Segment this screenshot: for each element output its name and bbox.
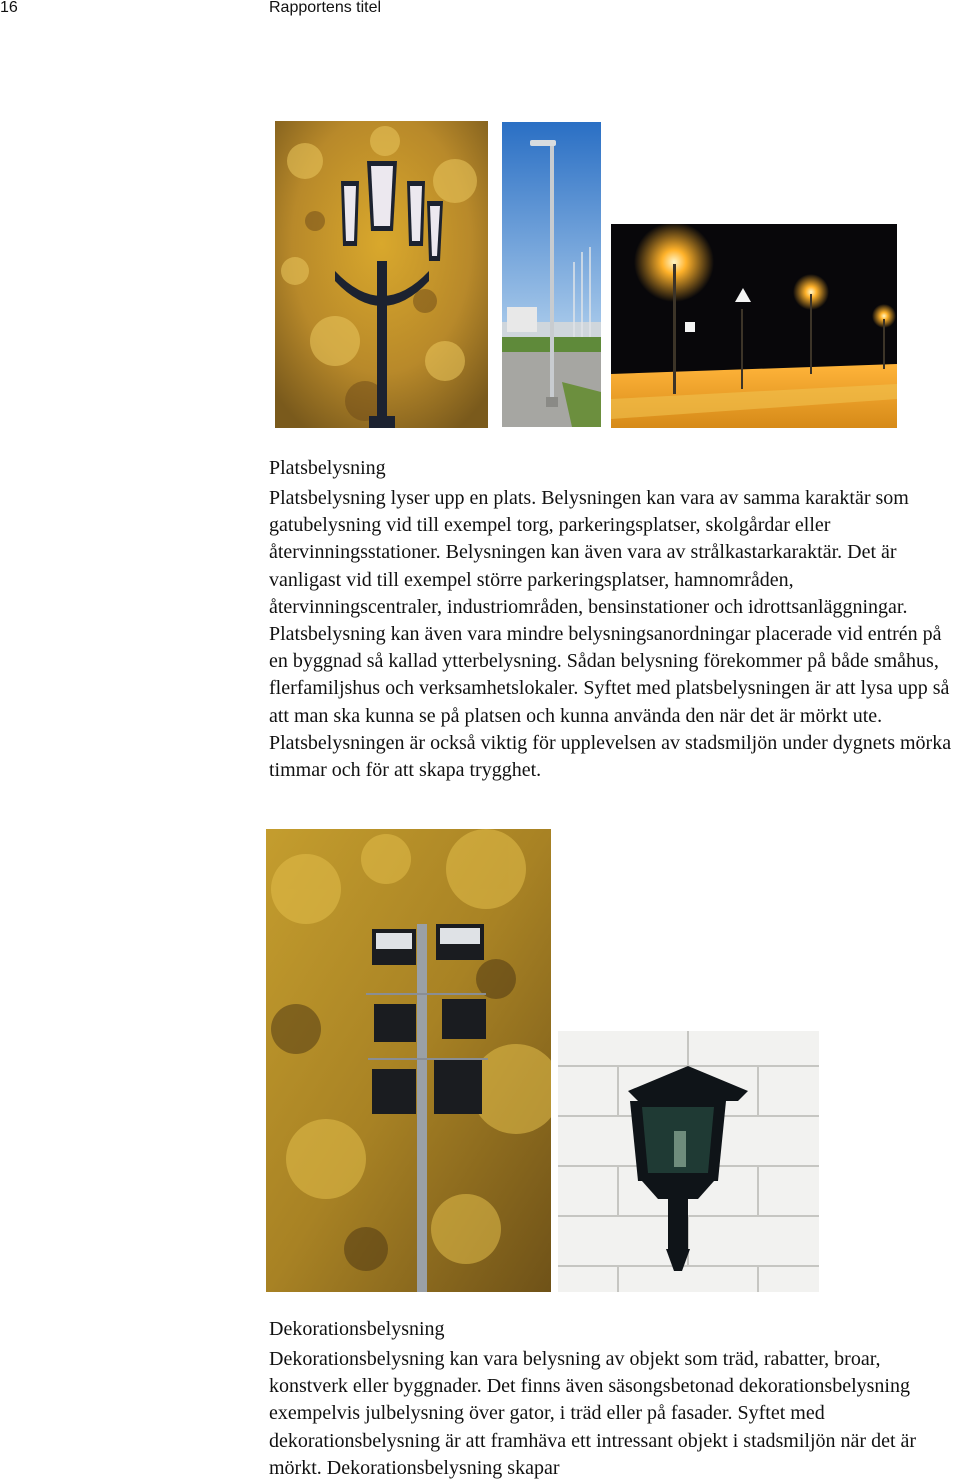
floodlights-photo (266, 829, 551, 1292)
section-body-platsbelysning (269, 485, 959, 784)
section-body-dekorationsbelysning (269, 1346, 959, 1482)
section-heading-platsbelysning: Platsbelysning (269, 457, 386, 479)
page-number: 16 (0, 0, 18, 16)
paragraph-dekorationsbelysning: Dekorationsbelysning kan vara belysning av objekt som träd, rabatter, broar, konstverk eller byggnader. Det finns även säsongsbetonad dekorationsbelysning exempelvis julbelysning över gator, i träd eller på fasader. Syftet med dekorationsbelysning är att framhäva ett intressant objekt i stadsmiljön när det är mörkt. Dekorationsbelysning skapar (269, 1348, 917, 1479)
paragraph-platsbelysning: Platsbelysning lyser upp en plats. Belysningen kan vara av samma karaktär som gatubelysning vid till exempel torg, parkeringsplatser, skolgårdar eller återvinningsstationer. Belysningen kan även vara av strålkastarkaraktär. Det är vanligast vid till exempel större parkeringsplatser, hamnområden, återvinningscentraler, industriområden, bensinstationer och idrottsanläggningar. Platsbelysning kan även vara mindre belysningsanordningar placerade vid entrén på en byggnad så kallad ytterbelysning. Sådan belysning förekommer på både småhus, flerfamiljshus och verksamhetslokaler. Syftet med platsbelysningen är att lysa upp så att man ska kunna se på platsen och kunna använda den när det är mörkt ute. Platsbelysningen är också viktig för upplevelsen av stadsmiljön under dygnets mörka timmar och för att skapa trygghet. (269, 487, 952, 782)
running-title: Rapportens titel (269, 0, 382, 16)
section-heading-dekorationsbelysning: Dekorationsbelysning (269, 1318, 445, 1340)
ornate-lamp-photo (275, 121, 488, 428)
night-street-photo (611, 224, 897, 428)
page-header (0, 0, 960, 20)
wall-lantern-photo (558, 1031, 819, 1292)
tall-pole-photo (502, 122, 601, 427)
